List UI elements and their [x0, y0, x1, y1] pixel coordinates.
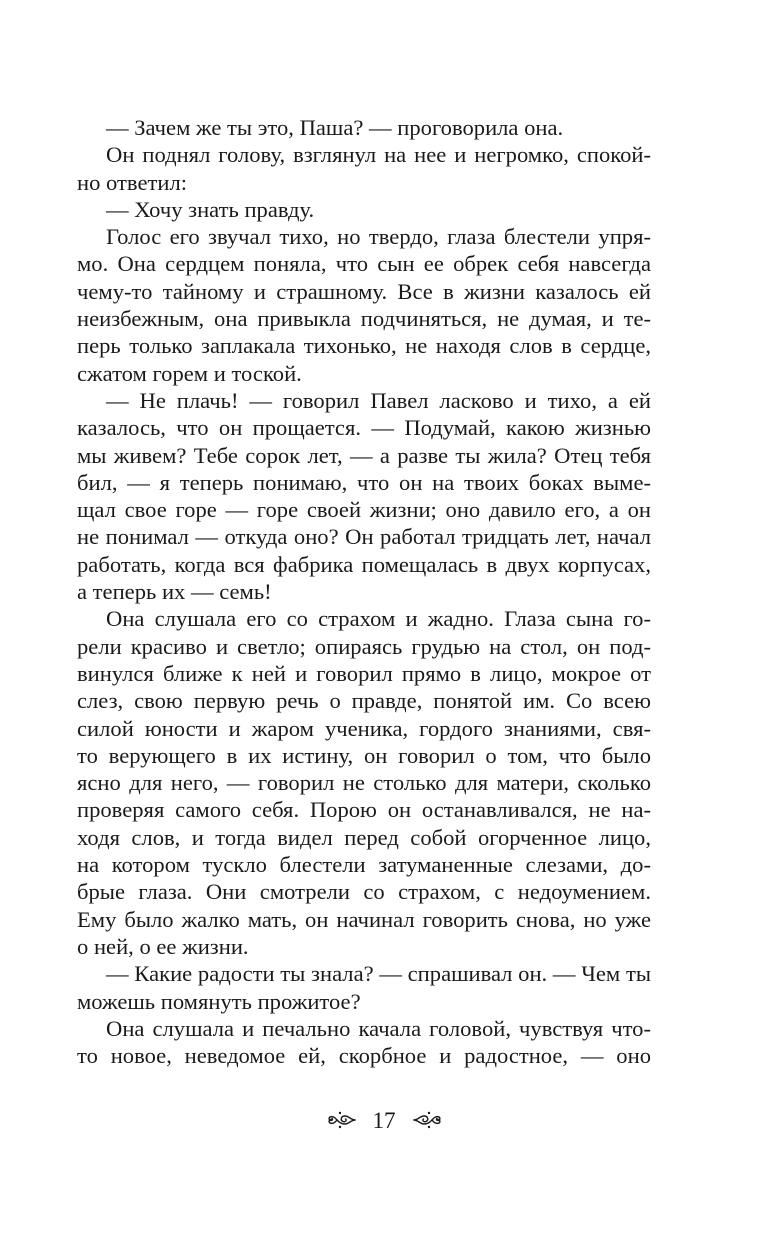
text-line: а теперь их — семь! — [77, 579, 272, 605]
text-line: — Не плачь! — говорил Павел ласково и тихо, а ей — [106, 387, 651, 413]
fleuron-right-icon — [412, 1109, 442, 1131]
text-line: бил, — я теперь понимаю, что он на твоих боках выме- — [77, 469, 651, 495]
text-line: брые глаза. Они смотрели со страхом, с недоумением. — [77, 879, 651, 905]
page-body — [77, 114, 651, 1069]
text-line: можешь помянуть прожитое? — [77, 988, 361, 1014]
page-number: 17 — [372, 1107, 396, 1133]
text-line: — Какие радости ты знала? — спрашивал он. — Чем ты — [106, 961, 651, 987]
text-line: Она слушала его со страхом и жадно. Глаза сына го- — [106, 606, 651, 632]
text-line: винулся ближе к ней и говорил прямо в лицо, мокрое от — [77, 660, 651, 686]
text-line: сжатом горем и тоской. — [77, 360, 302, 386]
text-line: силой юности и жаром ученика, гордого знаниями, свя- — [77, 715, 651, 741]
text-line: слез, свою первую речь о правде, понятой им. Со всею — [77, 688, 651, 714]
text-line: перь только заплакала тихонько, не находя слов в сердце, — [77, 333, 651, 359]
text-line: работать, когда вся фабрика помещалась в двух корпусах, — [77, 551, 651, 577]
text-line: то новое, неведомое ей, скорбное и радостное, — оно — [77, 1043, 651, 1069]
text-line: на котором тускло блестели затуманенные слезами, до- — [77, 852, 651, 878]
fleuron-left-icon — [327, 1109, 357, 1131]
text-line: чему-то тайному и страшному. Все в жизни казалось ей — [77, 278, 651, 304]
text-line: ясно для него, — говорил не столько для матери, сколько — [77, 770, 651, 796]
text-line: о ней, о ее жизни. — [77, 933, 249, 959]
text-line: казалось, что он прощается. — Подумай, какою жизнью — [77, 415, 651, 441]
text-line: неизбежным, она привыкла подчиняться, не думая, и те- — [77, 306, 651, 332]
text-line: мы живем? Тебе сорок лет, — а разве ты жила? Отец тебя — [77, 442, 651, 468]
text-line: то верующего в их истину, он говорил о том, что было — [77, 742, 651, 768]
text-line: Она слушала и печально качала головой, чувствуя что- — [106, 1015, 651, 1041]
text-line: ходя слов, и тогда видел перед собой огорченное лицо, — [77, 824, 651, 850]
text-line: проверяя самого себя. Порою он останавливался, не на- — [77, 797, 651, 823]
text-line: Ему было жалко мать, он начинал говорить снова, но уже — [77, 906, 651, 932]
text-line: но ответил: — [77, 169, 187, 195]
text-line: Он поднял голову, взглянул на нее и негромко, спокой- — [106, 142, 651, 168]
text-line: не понимал — откуда оно? Он работал тридцать лет, начал — [77, 524, 651, 550]
text-line: рели красиво и светло; опираясь грудью на стол, он под- — [77, 633, 651, 659]
text-line: Голос его звучал тихо, но твердо, глаза блестели упря- — [106, 224, 651, 250]
text-line: — Зачем же ты это, Паша? — проговорила она. — [106, 115, 564, 140]
text-line: мо. Она сердцем поняла, что сын ее обрек себя навсегда — [77, 251, 651, 277]
page-footer — [0, 1100, 768, 1140]
text-line: щал свое горе — горе своей жизни; оно давило его, а он — [77, 497, 651, 523]
text-line: — Хочу знать правду. — [106, 196, 315, 222]
